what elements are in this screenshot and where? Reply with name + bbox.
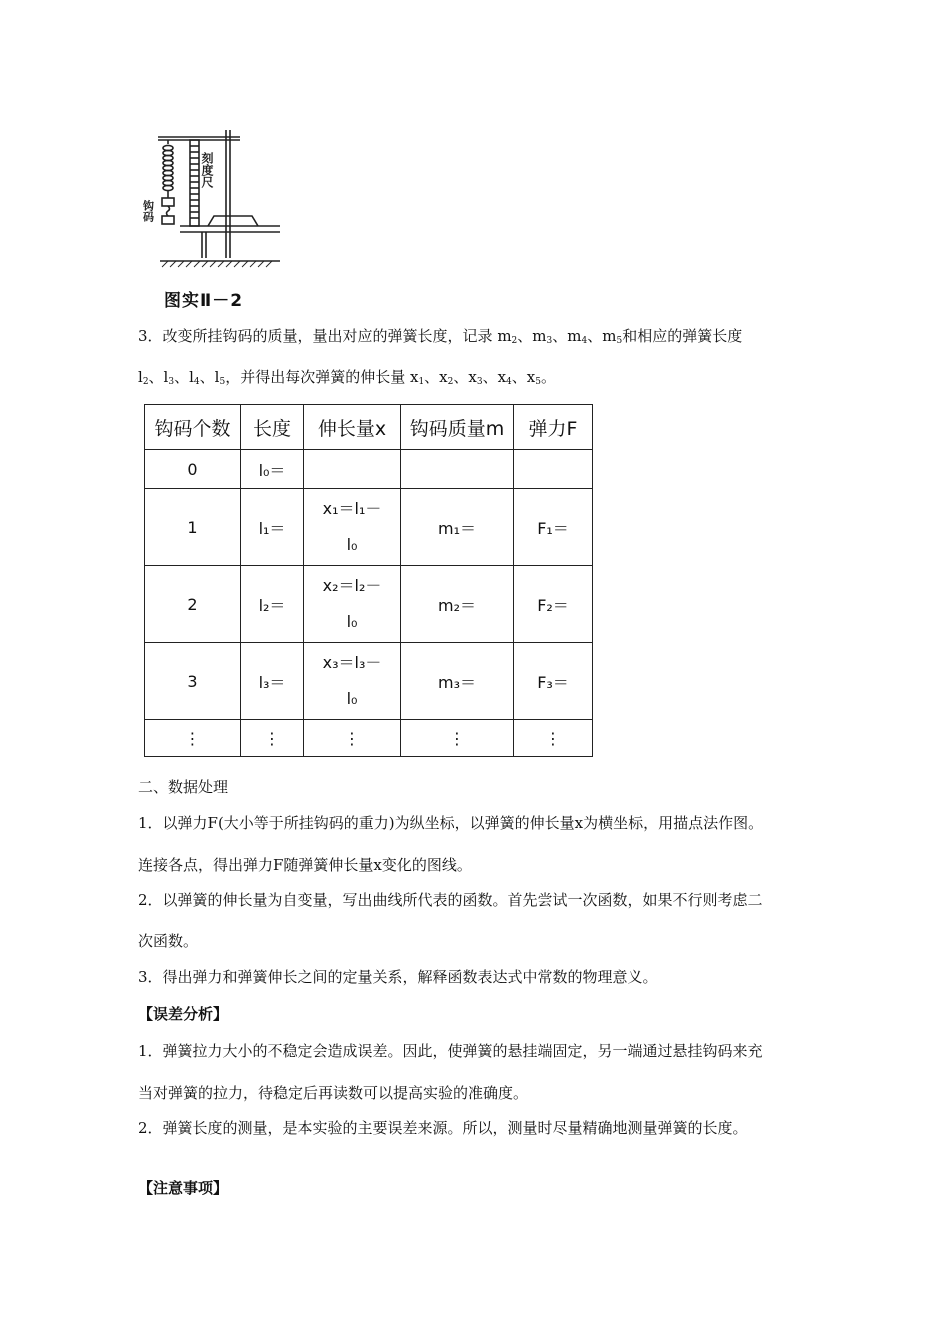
data-processing-p3: 3．得出弹力和弹簧伸长之间的定量关系，解释函数表达式中常数的物理意义。 xyxy=(138,968,658,986)
step3-line1: 3．改变所挂钩码的质量，量出对应的弹簧长度，记录 $m_2$、$m_3$、$m_4$、$m_5$和相应的弹簧长度 xyxy=(138,327,743,346)
step3-line2: $l_2$、$l_3$、$l_4$、$l_5$，并得出每次弹簧的伸长量 $x_1$、$x_2$、$x_3$、$x_4$、$x_5$。 xyxy=(138,368,556,387)
extension-line1: x₃＝l₃－ xyxy=(322,653,382,672)
cell-ellipsis: ⋮ xyxy=(401,720,514,757)
cell-force: F₃＝ xyxy=(514,643,593,720)
data-table xyxy=(144,404,593,757)
cell-ellipsis: ⋮ xyxy=(304,720,401,757)
extension-line2: l₀ xyxy=(346,535,358,554)
data-processing-heading: 二、数据处理 xyxy=(138,778,229,796)
cell-force: F₁＝ xyxy=(514,489,593,566)
cell-mass xyxy=(401,450,514,489)
cell-extension xyxy=(304,489,401,566)
cell-count: 0 xyxy=(145,450,241,489)
data-processing-p1-line1: 1．以弹力F(大小等于所挂钩码的重力)为纵坐标，以弹簧的伸长量x为横坐标，用描点法作图。 xyxy=(138,814,764,832)
cell-ellipsis: ⋮ xyxy=(241,720,304,757)
table-row-ellipsis xyxy=(145,720,593,757)
extension-line2: l₀ xyxy=(346,689,358,708)
error-analysis-heading: 【误差分析】 xyxy=(138,1005,229,1023)
cell-force: F₂＝ xyxy=(514,566,593,643)
weight-label: 钩码 xyxy=(141,200,155,222)
table-row xyxy=(145,450,593,489)
header-mass: 钩码质量m xyxy=(401,405,514,450)
error-analysis-p1-line2: 当对弹簧的拉力，待稳定后再读数可以提高实验的准确度。 xyxy=(138,1084,529,1102)
data-processing-p2-line1: 2．以弹簧的伸长量为自变量，写出曲线所代表的函数。首先尝试一次函数，如果不行则考虑二 xyxy=(138,891,763,909)
header-length: 长度 xyxy=(241,405,304,450)
data-processing-p1-line2: 连接各点，得出弹力F随弹簧伸长量x变化的图线。 xyxy=(138,856,472,874)
ruler-label: 刻度尺 xyxy=(200,152,214,188)
cell-mass: m₃＝ xyxy=(401,643,514,720)
cell-count: 2 xyxy=(145,566,241,643)
table-row xyxy=(145,643,593,720)
error-analysis-p2: 2．弹簧长度的测量，是本实验的主要误差来源。所以，测量时尽量精确地测量弹簧的长度。 xyxy=(138,1119,748,1137)
header-extension: 伸长量x xyxy=(304,405,401,450)
extension-line2: l₀ xyxy=(346,612,358,631)
extension-line1: x₂＝l₂－ xyxy=(322,576,382,595)
figure-caption: 图实Ⅱ－2 xyxy=(164,291,244,311)
extension-line1: x₁＝l₁－ xyxy=(322,499,382,518)
cell-ellipsis: ⋮ xyxy=(514,720,593,757)
cell-length: l₀＝ xyxy=(241,450,304,489)
cell-length: l₁＝ xyxy=(241,489,304,566)
cell-length: l₃＝ xyxy=(241,643,304,720)
error-analysis-p1-line1: 1．弹簧拉力大小的不稳定会造成误差。因此，使弹簧的悬挂端固定，另一端通过悬挂钩码来充 xyxy=(138,1042,763,1060)
table-header-row xyxy=(145,405,593,450)
cell-count: 3 xyxy=(145,643,241,720)
cell-ellipsis: ⋮ xyxy=(145,720,241,757)
cell-count: 1 xyxy=(145,489,241,566)
cell-mass: m₂＝ xyxy=(401,566,514,643)
cell-extension xyxy=(304,643,401,720)
cell-force xyxy=(514,450,593,489)
table-row xyxy=(145,566,593,643)
notes-heading: 【注意事项】 xyxy=(138,1179,229,1197)
header-force: 弹力F xyxy=(514,405,593,450)
header-count: 钩码个数 xyxy=(145,405,241,450)
cell-mass: m₁＝ xyxy=(401,489,514,566)
spring-ruler-apparatus-figure xyxy=(140,126,300,271)
cell-extension xyxy=(304,566,401,643)
cell-extension xyxy=(304,450,401,489)
table-row xyxy=(145,489,593,566)
data-processing-p2-line2: 次函数。 xyxy=(138,932,199,950)
cell-length: l₂＝ xyxy=(241,566,304,643)
